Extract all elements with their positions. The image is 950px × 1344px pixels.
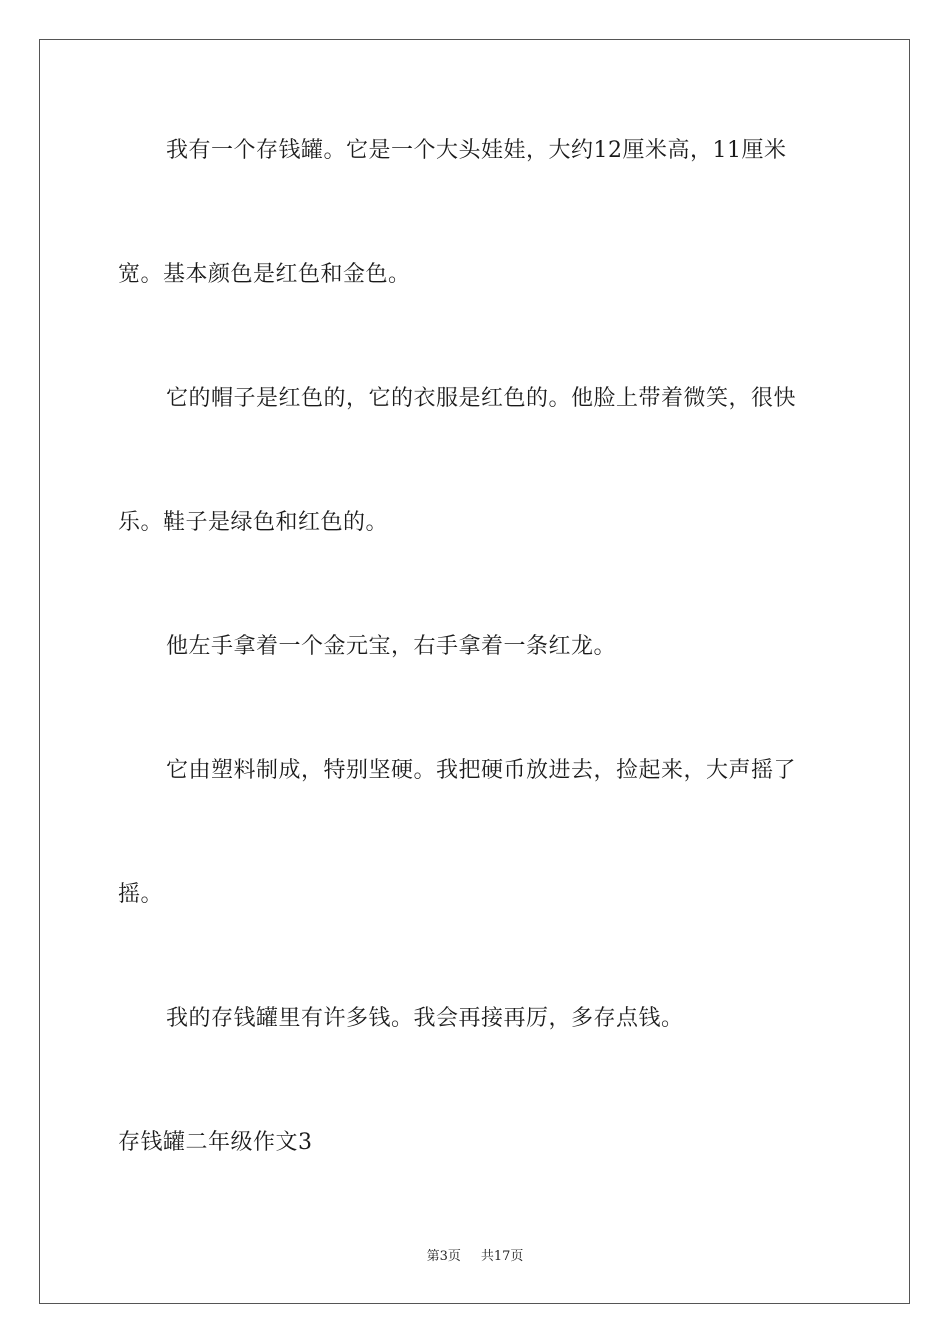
page-border	[39, 39, 910, 1304]
paragraph-4-line-1: 它由塑料制成，特别坚硬。我把硬币放进去，捡起来，大声摇了	[166, 758, 797, 783]
paragraph-1-line-1: 我有一个存钱罐。它是一个大头娃娃，大约12厘米高，11厘米	[166, 138, 787, 163]
paragraph-4-line-2: 摇。	[118, 882, 164, 907]
page-footer	[0, 1248, 950, 1266]
paragraph-3-line-1: 他左手拿着一个金元宝，右手拿着一条红龙。	[166, 634, 617, 659]
section-heading: 存钱罐二年级作文3	[118, 1130, 313, 1155]
page-number: 第3页	[426, 1249, 461, 1264]
total-pages: 共17页	[480, 1249, 524, 1264]
paragraph-5-line-1: 我的存钱罐里有许多钱。我会再接再厉，多存点钱。	[166, 1006, 684, 1031]
paragraph-2-line-1: 它的帽子是红色的，它的衣服是红色的。他脸上带着微笑，很快	[166, 386, 797, 411]
paragraph-2-line-2: 乐。鞋子是绿色和红色的。	[118, 510, 389, 535]
paragraph-1-line-2: 宽。基本颜色是红色和金色。	[118, 262, 411, 287]
